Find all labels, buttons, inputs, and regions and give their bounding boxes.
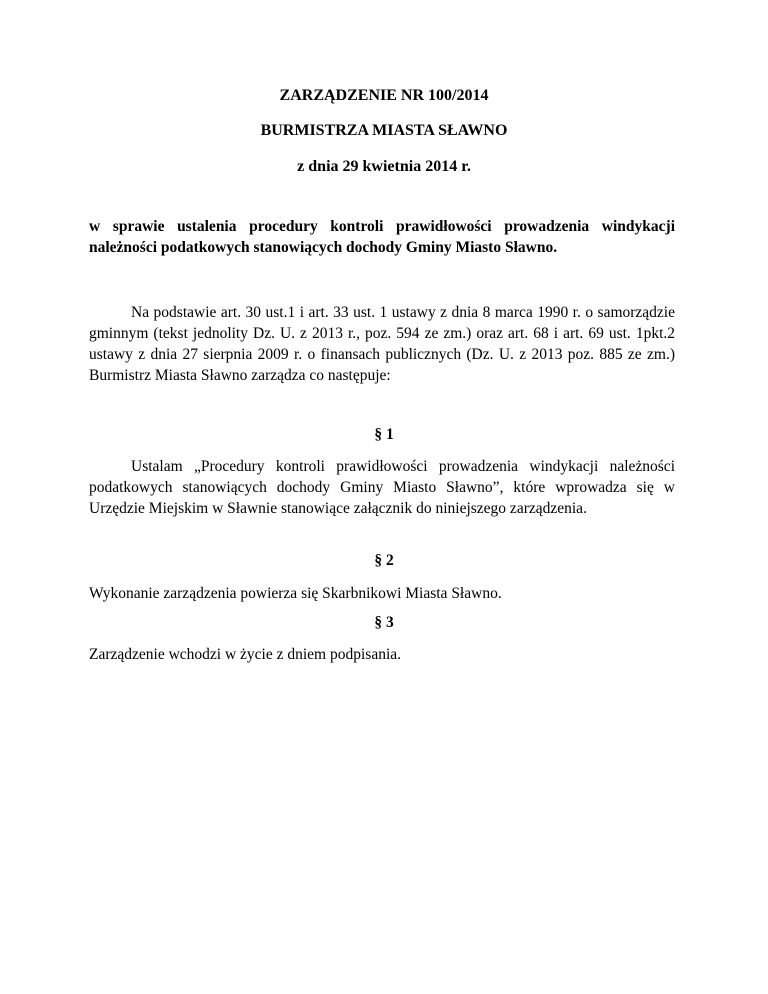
document-date: z dnia 29 kwietnia 2014 r. (297, 158, 471, 175)
section-3-mark: § 3 (374, 614, 394, 631)
section-2-mark: § 2 (374, 552, 394, 569)
document-issuer: BURMISTRZA MIASTA SŁAWNO (260, 122, 508, 139)
document-title: ZARZĄDZENIE NR 100/2014 (279, 87, 489, 104)
document-subject: w sprawie ustalenia procedury kontroli prawidłowości prowadzenia windykacji należności podatkowych stanowiących dochody Gminy Miasto Sławno. (89, 218, 675, 256)
section-1-text: Ustalam „Procedury kontroli prawidłowości prowadzenia windykacji należności podatkowych stanowiących dochody Gminy Miasto Sławno”, które wprowadza się w Urzędzie Miejskim w Sławnie stanowiące załącznik do niniejszego zarządzenia. (89, 458, 675, 517)
preamble-paragraph: Na podstawie art. 30 ust.1 i art. 33 ust. 1 ustawy z dnia 8 marca 1990 r. o samorządzie gminnym (tekst jednolity Dz. U. z 2013 r., poz. 594 ze zm.) oraz art. 68 i art. 69 ust. 1pkt.2 ustawy z dnia 27 sierpnia 2009 r. o finansach publicznych (Dz. U. z 2013 poz. 885 ze zm.) Burmistrz Miasta Sławno zarządza co następuje: (89, 304, 675, 384)
section-1-mark: § 1 (374, 426, 394, 443)
section-2-text: Wykonanie zarządzenia powierza się Skarbnikowi Miasta Sławno. (89, 585, 502, 602)
section-3-text: Zarządzenie wchodzi w życie z dniem podpisania. (89, 646, 402, 663)
